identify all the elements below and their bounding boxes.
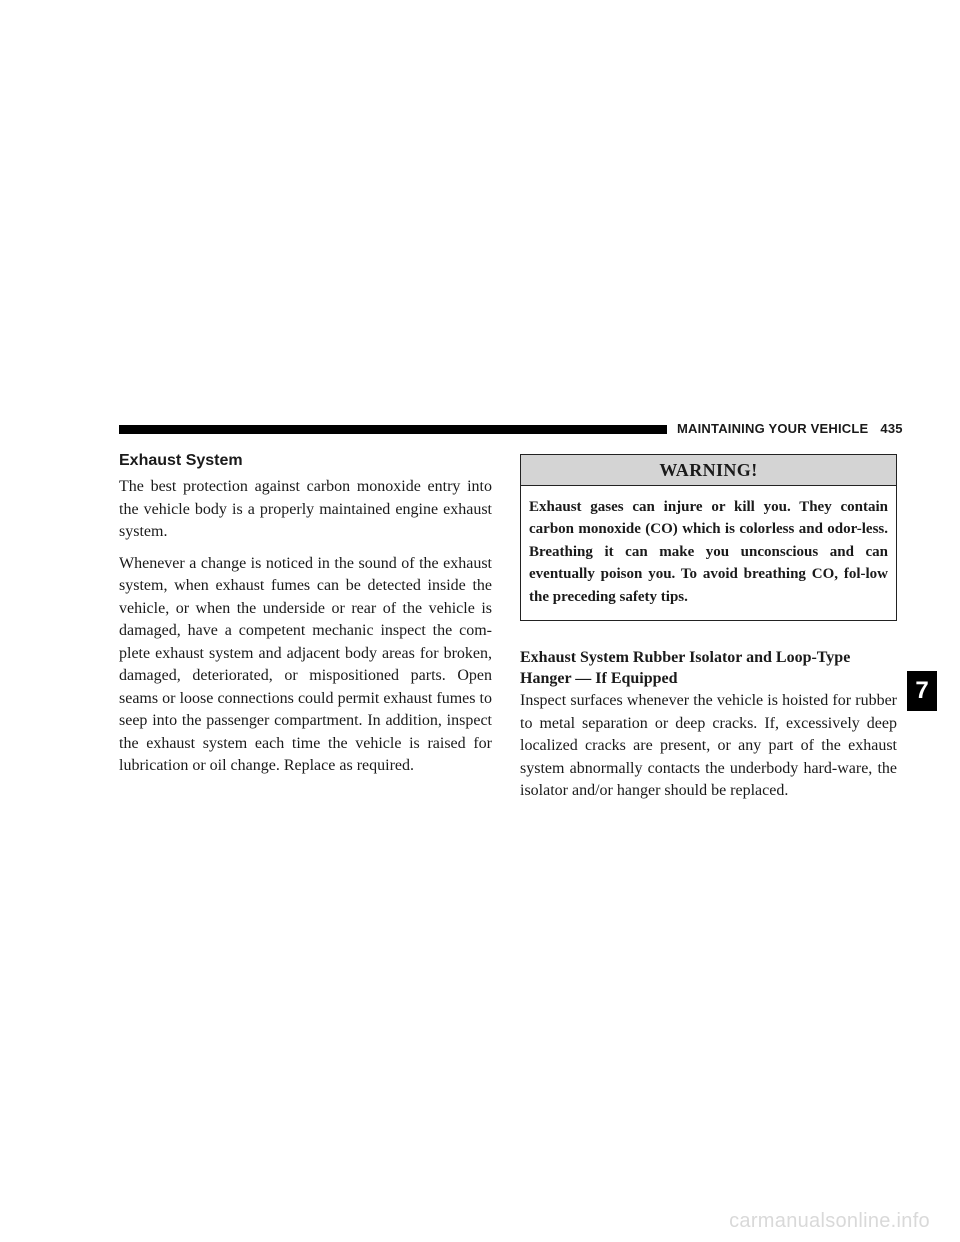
warning-box xyxy=(520,454,897,621)
exhaust-system-heading: Exhaust System xyxy=(119,452,243,469)
running-header xyxy=(677,421,903,436)
section-title: MAINTAINING YOUR VEHICLE xyxy=(677,421,869,436)
chapter-tab: 7 xyxy=(907,671,937,711)
warning-title: WARNING! xyxy=(521,455,896,486)
isolator-heading-line2: Hanger — If Equipped xyxy=(520,670,678,688)
watermark-text: carmanualsonline.info xyxy=(729,1210,930,1232)
isolator-paragraph: Inspect surfaces whenever the vehicle is hoisted for rubber to metal separation or deep cracks. If, excessively deep localized cracks are present, or any part of the exhaust system abnormally contacts the underbody hard-ware, the isolator and/or hanger should be replaced. xyxy=(520,692,897,800)
page-number: 435 xyxy=(880,421,903,436)
paragraph-inspection: Whenever a change is noticed in the sound of the exhaust system, when exhaust fumes can be detected inside the vehicle, or when the underside or rear of the vehicle is damaged, have a competent mechanic inspect the com-plete exhaust system and adjacent body areas for broken, damaged, deteriorated, or mispositioned parts. Open seams or loose connections could permit exhaust fumes to seep into the passenger compartment. In addition, inspect the exhaust system each time the vehicle is raised for lubrication or oil change. Replace as required. xyxy=(119,554,492,774)
header-rule xyxy=(119,425,667,434)
warning-body: Exhaust gases can injure or kill you. They contain carbon monoxide (CO) which is colorless and odor-less. Breathing it can make you unconscious and can eventually poison you. To avoid breathing CO, fol-low the preceding safety tips. xyxy=(529,499,888,605)
left-column xyxy=(119,452,492,787)
isolator-heading xyxy=(520,647,897,689)
isolator-heading-line1: Exhaust System Rubber Isolator and Loop-Type xyxy=(520,649,851,667)
paragraph-protection: The best protection against carbon monoxide entry into the vehicle body is a properly maintained engine exhaust system. xyxy=(119,478,492,540)
right-column xyxy=(520,454,897,803)
